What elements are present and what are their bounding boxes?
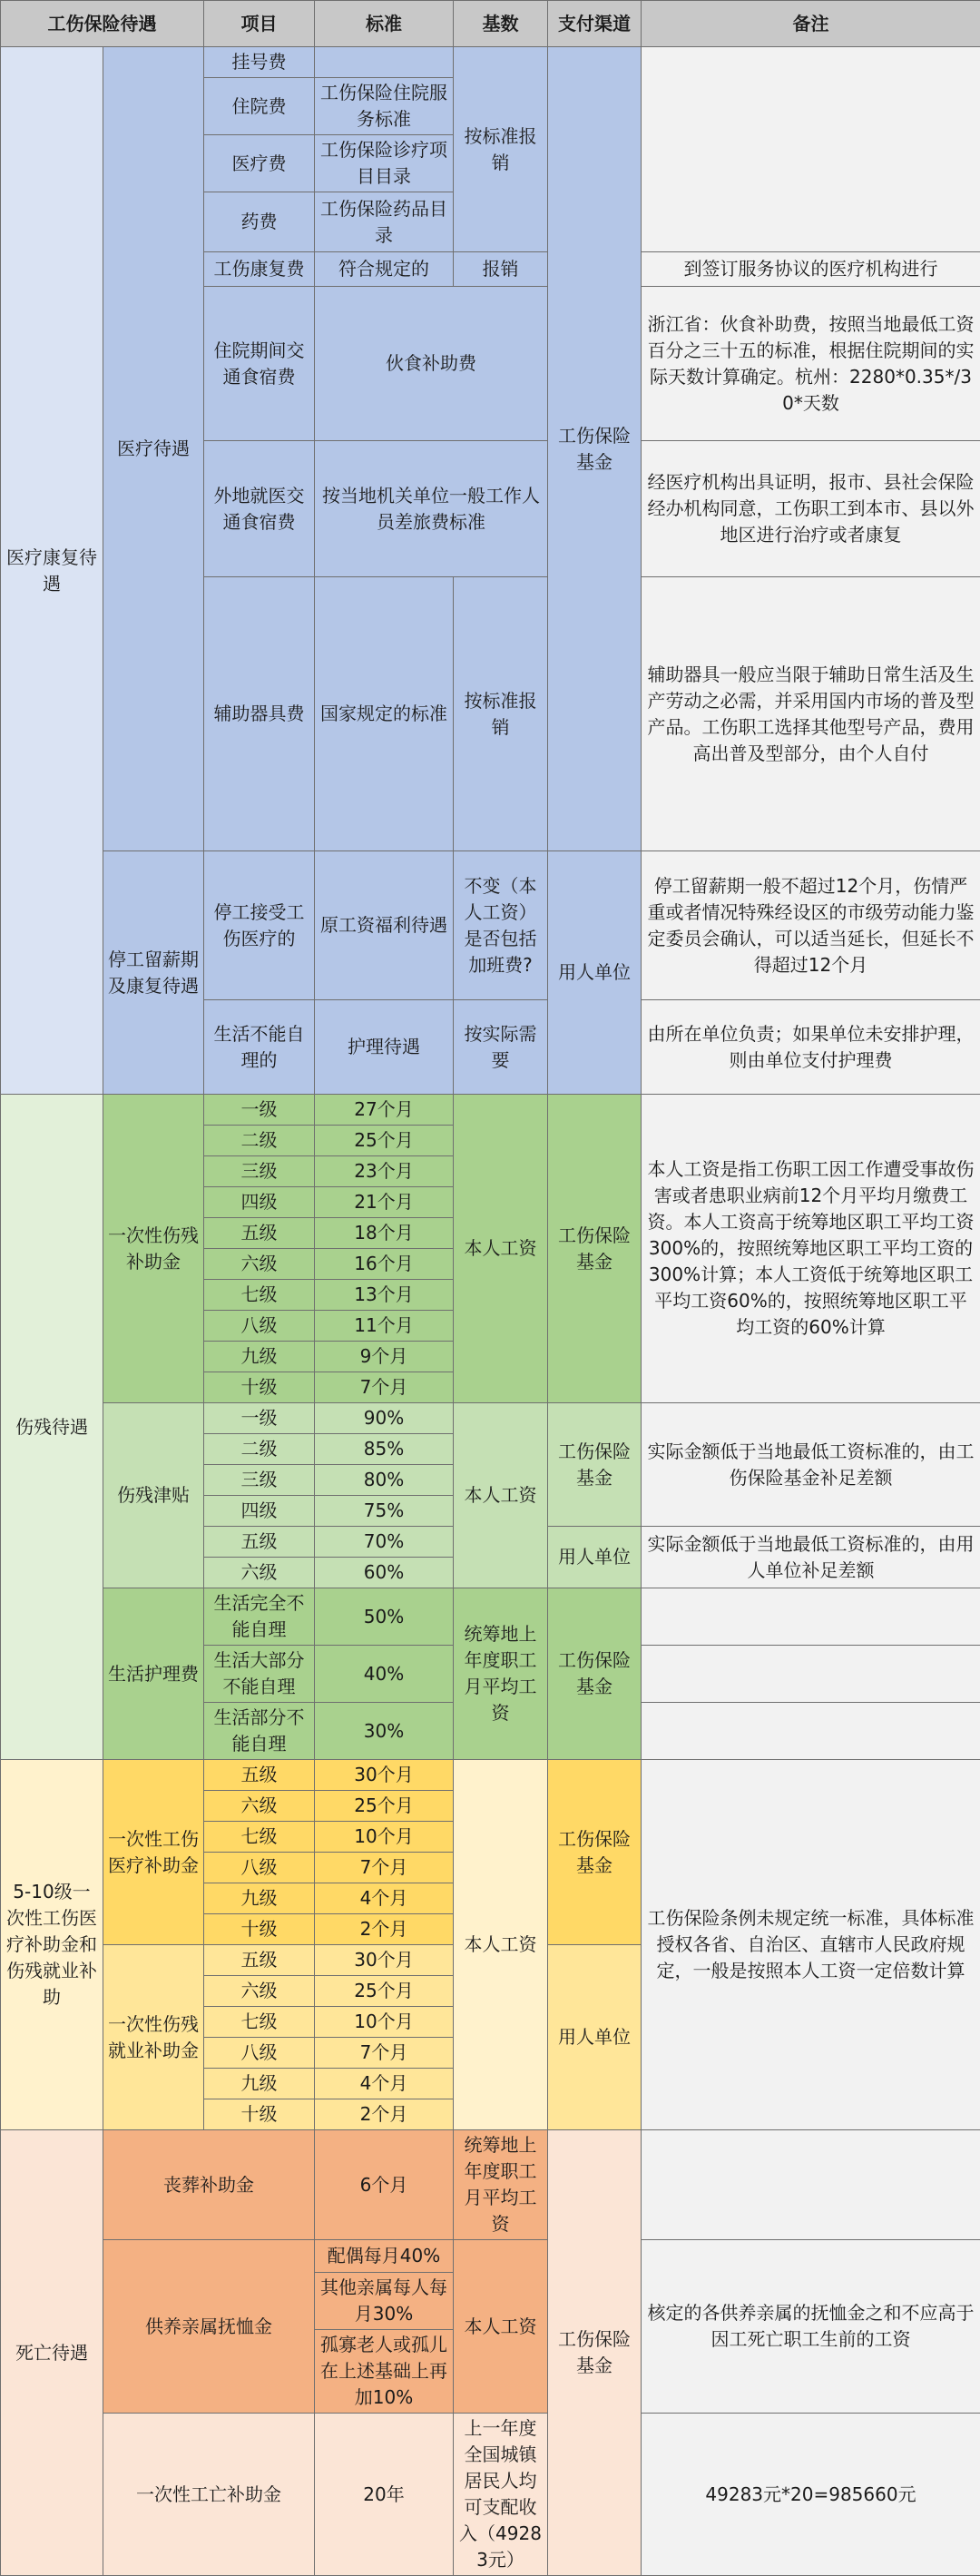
level-cell: 一级 [204, 1403, 315, 1434]
level-cell: 一级 [204, 1095, 315, 1126]
item-aid: 辅助器具费 [204, 577, 315, 851]
months-cell: 4个月 [315, 2069, 454, 2099]
base-allowance: 本人工资 [454, 1403, 548, 1588]
note-death-lump: 49283元*20=985660元 [642, 2414, 980, 2576]
channel-allowance-employer: 用人单位 [548, 1527, 642, 1588]
months-cell: 9个月 [315, 1342, 454, 1372]
item-care: 生活不能自理的 [204, 1000, 315, 1095]
item-meal: 住院期间交通食宿费 [204, 287, 315, 441]
base-rehab: 报销 [454, 252, 548, 287]
note-travel: 经医疗机构出具证明，报市、县社会保险经办机构同意，工伤职工到本市、县以外地区进行治疗或者康复 [642, 441, 980, 577]
months-cell: 10个月 [315, 2007, 454, 2038]
header-note: 备注 [642, 1, 980, 47]
level-cell: 十级 [204, 1914, 315, 1945]
item-death-lump: 一次性工亡补助金 [103, 2414, 315, 2576]
channel-510-employer: 用人单位 [548, 1945, 642, 2130]
std-aid: 国家规定的标准 [315, 577, 454, 851]
note-care: 由所在单位负责；如果单位未安排护理，则由单位支付护理费 [642, 1000, 980, 1095]
rate-cell: 40% [315, 1646, 454, 1703]
base-standard-reimburse: 按标准报销 [454, 47, 548, 252]
table-row [1, 47, 980, 78]
months-cell: 10个月 [315, 1822, 454, 1853]
group-stop-work: 停工留薪期及康复待遇 [103, 851, 204, 1095]
level-cell: 二级 [204, 1126, 315, 1156]
base-care: 按实际需要 [454, 1000, 548, 1095]
group-medical: 医疗待遇 [103, 47, 204, 851]
level-cell: 四级 [204, 1187, 315, 1218]
note-allowance-employer: 实际金额低于当地最低工资标准的，由用人单位补足差额 [642, 1527, 980, 1588]
base-aid: 按标准报销 [454, 577, 548, 851]
note-allowance-fund: 实际金额低于当地最低工资标准的，由工伤保险基金补足差额 [642, 1403, 980, 1527]
header-standard: 标准 [315, 1, 454, 47]
item-rehab: 工伤康复费 [204, 252, 315, 287]
std-travel: 按当地机关单位一般工作人员差旅费标准 [315, 441, 548, 577]
item-medical-fee: 医疗费 [204, 135, 315, 192]
level-cell: 七级 [204, 1280, 315, 1311]
note-empty [642, 1703, 980, 1760]
channel-nursing: 工伤保险基金 [548, 1588, 642, 1760]
months-cell: 4个月 [315, 1883, 454, 1914]
channel-employer-stop: 用人单位 [548, 851, 642, 1095]
level-cell: 八级 [204, 2038, 315, 2069]
group-nursing: 生活护理费 [103, 1588, 204, 1760]
months-cell: 2个月 [315, 1914, 454, 1945]
rate-cell: 85% [315, 1434, 454, 1465]
level-cell: 十级 [204, 2099, 315, 2130]
level-cell: 生活大部分不能自理 [204, 1646, 315, 1703]
item-drug: 药费 [204, 192, 315, 252]
base-support: 本人工资 [454, 2240, 548, 2414]
months-cell: 30个月 [315, 1945, 454, 1976]
base-nursing: 统筹地上年度职工月平均工资 [454, 1588, 548, 1760]
months-cell: 7个月 [315, 2038, 454, 2069]
std-support-orphan: 孤寡老人或孤儿在上述基础上再加10% [315, 2330, 454, 2414]
base-death-lump: 上一年度全国城镇居民人均可支配收入（49283元） [454, 2414, 548, 2576]
note-stop-work: 停工留薪期一般不超过12个月，伤情严重或者情况特殊经设区的市级劳动能力鉴定委员会确认，可以适当延长，但延长不得超过12个月 [642, 851, 980, 1000]
table-row [1, 2130, 980, 2240]
months-cell: 25个月 [315, 1791, 454, 1822]
level-cell: 四级 [204, 1496, 315, 1527]
std-medical-fee: 工伤保险诊疗项目目录 [315, 135, 454, 192]
table-row [1, 1095, 980, 1126]
std-stop-work: 原工资福利待遇 [315, 851, 454, 1000]
header-benefit: 工伤保险待遇 [1, 1, 204, 47]
level-cell: 三级 [204, 1465, 315, 1496]
note-510: 工伤保险条例未规定统一标准，具体标准授权各省、自治区、直辖市人民政府规定，一般是按照本人工资一定倍数计算 [642, 1760, 980, 2130]
level-cell: 八级 [204, 1311, 315, 1342]
header-item: 项目 [204, 1, 315, 47]
level-cell: 九级 [204, 1342, 315, 1372]
rate-cell: 90% [315, 1403, 454, 1434]
months-cell: 16个月 [315, 1249, 454, 1280]
header-base: 基数 [454, 1, 548, 47]
rate-cell: 70% [315, 1527, 454, 1558]
level-cell: 七级 [204, 1822, 315, 1853]
months-cell: 2个月 [315, 2099, 454, 2130]
level-cell: 五级 [204, 1527, 315, 1558]
months-cell: 23个月 [315, 1156, 454, 1187]
note-lump-disability: 本人工资是指工伤职工因工作遭受事故伤害或者患职业病前12个月平均月缴费工资。本人工资高于统筹地区职工平均工资300%的，按照统筹地区职工平均工资的300%计算；本人工资低于统筹地区职工平均工资60%的，按照统筹地区职工平均工资的60%计算 [642, 1095, 980, 1403]
rate-cell: 80% [315, 1465, 454, 1496]
note-empty [642, 1588, 980, 1646]
level-cell: 六级 [204, 1558, 315, 1588]
months-cell: 13个月 [315, 1280, 454, 1311]
note-empty-medical [642, 47, 980, 252]
base-funeral: 统筹地上年度职工月平均工资 [454, 2130, 548, 2240]
level-cell: 六级 [204, 1791, 315, 1822]
item-stop-work: 停工接受工伤医疗的 [204, 851, 315, 1000]
group-employ-lump: 一次性伤残就业补助金 [103, 1945, 204, 2130]
channel-lump-disability: 工伤保险基金 [548, 1095, 642, 1403]
months-cell: 18个月 [315, 1218, 454, 1249]
table-row [1, 1403, 980, 1434]
months-cell: 25个月 [315, 1126, 454, 1156]
rate-cell: 75% [315, 1496, 454, 1527]
level-cell: 六级 [204, 1976, 315, 2007]
group-medical-lump: 一次性工伤医疗补助金 [103, 1760, 204, 1945]
level-cell: 生活完全不能自理 [204, 1588, 315, 1646]
base-510: 本人工资 [454, 1760, 548, 2130]
level-cell: 六级 [204, 1249, 315, 1280]
note-meal: 浙江省：伙食补助费，按照当地最低工资百分之三十五的标准，根据住院期间的实际天数计算确定。杭州：2280*0.35*/30*天数 [642, 287, 980, 441]
item-funeral: 丧葬补助金 [103, 2130, 315, 2240]
level-cell: 五级 [204, 1218, 315, 1249]
std-care: 护理待遇 [315, 1000, 454, 1095]
months-cell: 11个月 [315, 1311, 454, 1342]
level-cell: 七级 [204, 2007, 315, 2038]
std-death-lump: 20年 [315, 2414, 454, 2576]
level-cell: 五级 [204, 1760, 315, 1791]
base-stop-work: 不变（本人工资）是否包括加班费? [454, 851, 548, 1000]
std-meal: 伙食补助费 [315, 287, 548, 441]
note-empty [642, 2130, 980, 2240]
rate-cell: 60% [315, 1558, 454, 1588]
level-cell: 九级 [204, 2069, 315, 2099]
item-registration: 挂号费 [204, 47, 315, 78]
level-cell: 五级 [204, 1945, 315, 1976]
std-support-others: 其他亲属每人每月30% [315, 2273, 454, 2330]
note-rehab: 到签订服务协议的医疗机构进行 [642, 252, 980, 287]
months-cell: 7个月 [315, 1372, 454, 1403]
section-medical-title: 医疗康复待遇 [1, 47, 103, 1095]
months-cell: 21个月 [315, 1187, 454, 1218]
base-lump-disability: 本人工资 [454, 1095, 548, 1403]
item-support: 供养亲属抚恤金 [103, 2240, 315, 2414]
months-cell: 27个月 [315, 1095, 454, 1126]
section-death-title: 死亡待遇 [1, 2130, 103, 2576]
std-support-spouse: 配偶每月40% [315, 2240, 454, 2273]
std-registration [315, 47, 454, 78]
months-cell: 7个月 [315, 1853, 454, 1883]
std-funeral: 6个月 [315, 2130, 454, 2240]
std-hospital: 工伤保险住院服务标准 [315, 78, 454, 135]
rate-cell: 30% [315, 1703, 454, 1760]
table-row [1, 2414, 980, 2576]
channel-510-fund: 工伤保险基金 [548, 1760, 642, 1945]
months-cell: 25个月 [315, 1976, 454, 2007]
note-support: 核定的各供养亲属的抚恤金之和不应高于因工死亡职工生前的工资 [642, 2240, 980, 2414]
item-hospital: 住院费 [204, 78, 315, 135]
header-row [1, 1, 980, 47]
table-row [1, 1588, 980, 1646]
channel-fund-medical: 工伤保险基金 [548, 47, 642, 851]
level-cell: 十级 [204, 1372, 315, 1403]
section-510-title: 5-10级一次性工伤医疗补助金和伤残就业补助 [1, 1760, 103, 2130]
table-row [1, 1760, 980, 1791]
level-cell: 三级 [204, 1156, 315, 1187]
section-disability-title: 伤残待遇 [1, 1095, 103, 1760]
header-channel: 支付渠道 [548, 1, 642, 47]
level-cell: 八级 [204, 1853, 315, 1883]
item-travel: 外地就医交通食宿费 [204, 441, 315, 577]
rate-cell: 50% [315, 1588, 454, 1646]
group-lump-disability: 一次性伤残补助金 [103, 1095, 204, 1403]
level-cell: 生活部分不能自理 [204, 1703, 315, 1760]
months-cell: 30个月 [315, 1760, 454, 1791]
table-row [1, 2240, 980, 2273]
level-cell: 二级 [204, 1434, 315, 1465]
level-cell: 九级 [204, 1883, 315, 1914]
note-aid: 辅助器具一般应当限于辅助日常生活及生产劳动之必需，并采用国内市场的普及型产品。工伤职工选择其他型号产品，费用高出普及型部分，由个人自付 [642, 577, 980, 851]
group-allowance: 伤残津贴 [103, 1403, 204, 1588]
channel-death-fund: 工伤保险基金 [548, 2130, 642, 2576]
table-row [1, 851, 980, 1000]
std-rehab: 符合规定的 [315, 252, 454, 287]
channel-allowance-fund: 工伤保险基金 [548, 1403, 642, 1527]
std-drug: 工伤保险药品目录 [315, 192, 454, 252]
note-empty [642, 1646, 980, 1703]
